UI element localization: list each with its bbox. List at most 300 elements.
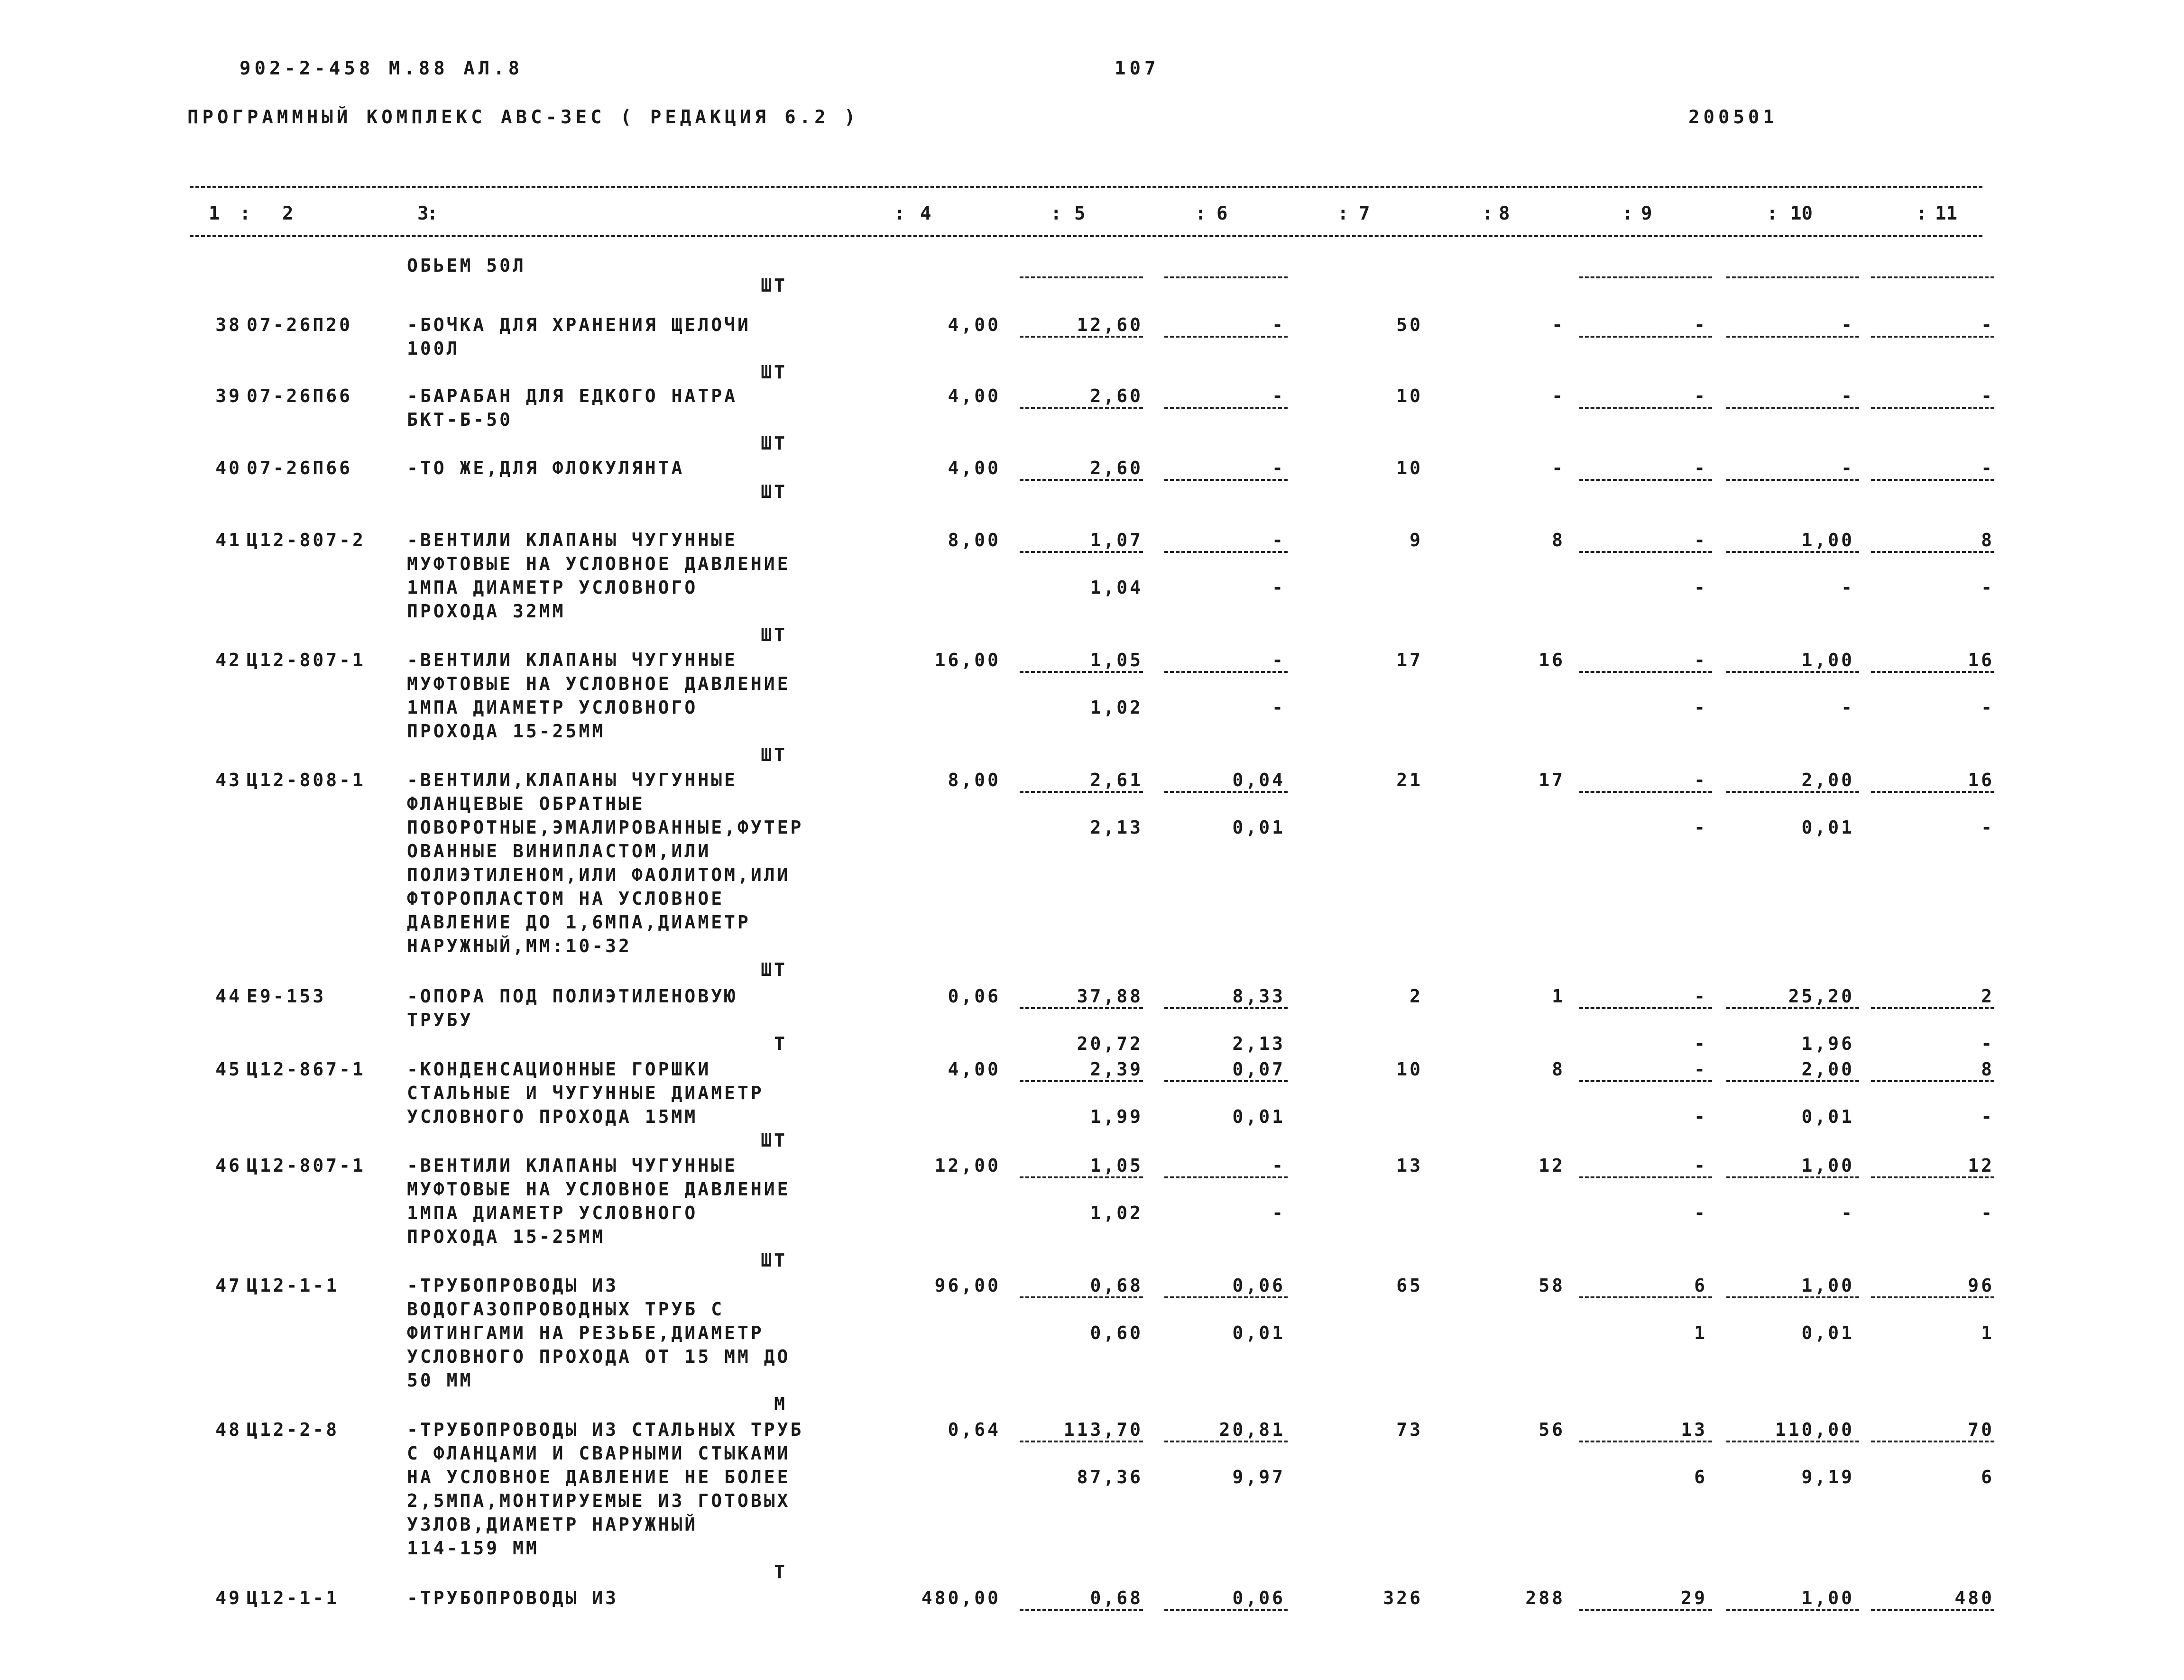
cell-c5-sub — [1034, 360, 1143, 384]
rate-code: 07-26П66 — [247, 386, 353, 406]
cell-c10-main: 1,00 — [1801, 1155, 1854, 1176]
cell-divider — [1726, 791, 1859, 793]
cell-c8: 12 — [1539, 1155, 1565, 1176]
cell-c7: 65 — [1396, 1275, 1423, 1296]
description-line: -ТО ЖЕ,ДЛЯ ФЛОКУЛЯНТА — [407, 458, 685, 478]
cell-divider — [1020, 1176, 1143, 1178]
row-number: 45 — [215, 1059, 242, 1080]
column-separator: : — [1767, 203, 1778, 224]
document-code: 902-2-458 М.88 АЛ.8 — [240, 58, 524, 79]
column-number-9: 9 — [1641, 203, 1652, 224]
cell-divider — [1579, 1441, 1712, 1442]
cell-c4: 8,00 — [948, 770, 1001, 790]
cell-divider — [1726, 1441, 1859, 1442]
cell-c8: 16 — [1539, 650, 1565, 670]
cell-c6-main: 20,81 — [1219, 1419, 1285, 1440]
cell-c9-main: 13 — [1681, 1419, 1707, 1440]
cell-c5-main: 1,05 — [1090, 650, 1143, 670]
cell-c9-sub: - — [1694, 1106, 1707, 1127]
description-line: -ВЕНТИЛИ КЛАПАНЫ ЧУГУННЫЕ — [407, 650, 737, 670]
row-number: 41 — [215, 530, 242, 551]
cell-c5-main: 2,39 — [1090, 1059, 1143, 1080]
cell-c6-main: 8,33 — [1232, 986, 1285, 1007]
description-line: ДАВЛЕНИЕ ДО 1,6МПА,ДИАМЕТР — [407, 912, 751, 933]
row-number: 43 — [215, 770, 242, 790]
cell-c8: - — [1552, 458, 1565, 478]
cell-c6-main: 0,07 — [1232, 1059, 1285, 1080]
cell-c11-main: 8 — [1981, 1059, 1994, 1080]
cell-c5-main: 37,88 — [1077, 986, 1143, 1007]
description-line: 114-159 ММ — [407, 1538, 539, 1559]
description-line: 100Л — [407, 338, 460, 359]
cell-divider — [1020, 551, 1143, 553]
cell-divider — [1871, 1080, 1994, 1082]
cell-c10-sub — [1726, 360, 1854, 384]
cell-c6-main: 0,04 — [1232, 770, 1285, 790]
cell-divider — [1871, 336, 1994, 338]
cell-c6-sub — [1176, 431, 1285, 455]
cell-divider — [1020, 407, 1143, 409]
row-number: 38 — [215, 314, 242, 335]
cell-divider — [1164, 1441, 1288, 1442]
description-line: УЗЛОВ,ДИАМЕТР НАРУЖНЫЙ — [407, 1514, 698, 1535]
cell-c5-sub: 20,72 — [1077, 1033, 1143, 1054]
cell-c11-main: 8 — [1981, 530, 1994, 551]
unit-label: М — [774, 1394, 787, 1414]
cell-c6-sub: 0,01 — [1232, 817, 1285, 838]
cell-divider — [1164, 1296, 1288, 1298]
cell-c7: 17 — [1396, 650, 1423, 670]
cell-c10-sub — [1726, 1634, 1854, 1657]
description-line: ОВАННЫЕ ВИНИПЛАСТОМ,ИЛИ — [407, 841, 711, 862]
cell-c6-main: - — [1272, 1155, 1285, 1176]
cell-divider — [1726, 551, 1859, 553]
cell-divider — [1726, 1080, 1859, 1082]
cell-c11-main — [1866, 254, 1994, 277]
description-line: МУФТОВЫЕ НА УСЛОВНОЕ ДАВЛЕНИЕ — [407, 1179, 791, 1200]
description-line: -КОНДЕНСАЦИОННЫЕ ГОРШКИ — [407, 1059, 711, 1080]
cell-c5-main: 1,07 — [1090, 530, 1143, 551]
cell-c7: 9 — [1410, 530, 1423, 551]
cell-c11-sub — [1866, 504, 1994, 527]
description-line: 50 ММ — [407, 1370, 473, 1391]
cell-divider — [1726, 407, 1859, 409]
cell-divider — [1579, 1609, 1712, 1611]
cell-c7: 2 — [1410, 986, 1423, 1007]
unit-label: ШТ — [761, 362, 787, 383]
cell-c9-main: - — [1694, 314, 1707, 335]
row-number: 42 — [215, 650, 242, 670]
cell-c5-main: 2,60 — [1090, 386, 1143, 406]
cell-divider — [1579, 671, 1712, 673]
cell-c11-sub: - — [1981, 697, 1994, 718]
description-line: -ВЕНТИЛИ КЛАПАНЫ ЧУГУННЫЕ — [407, 530, 737, 551]
cell-divider — [1726, 671, 1859, 673]
cell-divider — [1726, 1007, 1859, 1009]
description-line: ФИТИНГАМИ НА РЕЗЬБЕ,ДИАМЕТР — [407, 1322, 764, 1343]
cell-c11-main: 480 — [1954, 1588, 1994, 1608]
cell-c10-sub — [1726, 504, 1854, 527]
cell-c8: 1 — [1552, 986, 1565, 1007]
cell-c9-sub — [1579, 504, 1707, 527]
cell-c4: 4,00 — [948, 314, 1001, 335]
cell-c6-sub: 9,97 — [1232, 1467, 1285, 1487]
column-number-8: 8 — [1499, 203, 1510, 224]
description-line: БКТ-Б-50 — [407, 409, 513, 430]
cell-divider — [1020, 276, 1143, 278]
cell-c10-main: 2,00 — [1801, 1059, 1854, 1080]
cell-c9-main: - — [1694, 386, 1707, 406]
cell-c8 — [1451, 254, 1565, 277]
cell-c10-main: 1,00 — [1801, 1588, 1854, 1608]
cell-c7: 10 — [1396, 1059, 1423, 1080]
description-line: СТАЛЬНЫЕ И ЧУГУННЫЕ ДИАМЕТР — [407, 1083, 764, 1103]
rate-code: Ц12-1-1 — [247, 1275, 340, 1296]
cell-c7: 21 — [1396, 770, 1423, 790]
cell-divider — [1020, 1609, 1143, 1611]
cell-divider — [1726, 276, 1859, 278]
cell-c4: 4,00 — [948, 458, 1001, 478]
rate-code: Е9-153 — [247, 986, 326, 1007]
column-separator: : — [1051, 203, 1062, 224]
rate-code: Ц12-807-1 — [247, 1155, 366, 1176]
cell-divider — [1579, 1176, 1712, 1178]
cell-c6-sub: - — [1272, 1203, 1285, 1223]
cell-c8: - — [1552, 314, 1565, 335]
cell-divider — [1726, 1296, 1859, 1298]
cell-divider — [1164, 407, 1288, 409]
cell-c10-main: - — [1841, 314, 1854, 335]
cell-c11-main: - — [1981, 386, 1994, 406]
unit-label: Т — [774, 1033, 787, 1054]
cell-c5-sub: 1,04 — [1090, 577, 1143, 598]
cell-c10-main: 1,00 — [1801, 650, 1854, 670]
cell-c9-main — [1579, 254, 1707, 277]
description-line: ВОДОГАЗОПРОВОДНЫХ ТРУБ С — [407, 1299, 725, 1320]
cell-divider — [1020, 1296, 1143, 1298]
description-line: -БОЧКА ДЛЯ ХРАНЕНИЯ ЩЕЛОЧИ — [407, 314, 751, 335]
cell-divider — [1871, 1441, 1994, 1442]
cell-divider — [1726, 336, 1859, 338]
cell-c10-main — [1726, 254, 1854, 277]
cell-c9-main: 29 — [1681, 1588, 1707, 1608]
cell-c11-sub — [1866, 431, 1994, 455]
cell-c11-main: - — [1981, 314, 1994, 335]
cell-c4: 16,00 — [934, 650, 1001, 670]
cell-c11-main: 16 — [1968, 770, 1994, 790]
document-id: 200501 — [1688, 107, 1778, 128]
cell-c4: 4,00 — [948, 386, 1001, 406]
column-number-3: 3 — [417, 203, 429, 224]
cell-c10-sub: - — [1841, 1203, 1854, 1223]
unit-label: ШТ — [761, 959, 787, 980]
cell-c9-main: - — [1694, 458, 1707, 478]
cell-divider — [1871, 551, 1994, 553]
cell-c11-sub: - — [1981, 1033, 1994, 1054]
cell-c5-main: 2,61 — [1090, 770, 1143, 790]
column-number-10: 10 — [1790, 203, 1813, 224]
description-line: 2,5МПА,МОНТИРУЕМЫЕ ИЗ ГОТОВЫХ — [407, 1490, 791, 1511]
cell-c10-main: 1,00 — [1801, 1275, 1854, 1296]
unit-label: ШТ — [761, 275, 787, 296]
cell-c9-main: - — [1694, 770, 1707, 790]
row-number: 40 — [215, 458, 242, 478]
cell-c6-main: - — [1272, 386, 1285, 406]
unit-label: ШТ — [761, 481, 787, 502]
description-line: -ТРУБОПРОВОДЫ ИЗ СТАЛЬНЫХ ТРУБ — [407, 1419, 804, 1440]
column-number-4: 4 — [920, 203, 931, 224]
description-line: -ВЕНТИЛИ КЛАПАНЫ ЧУГУННЫЕ — [407, 1155, 737, 1176]
cell-c5-main — [1034, 254, 1143, 277]
cell-c8: 8 — [1552, 530, 1565, 551]
cell-c11-main: 16 — [1968, 650, 1994, 670]
cell-divider — [1579, 1080, 1712, 1082]
cell-divider — [1164, 1609, 1288, 1611]
cell-c7: 10 — [1396, 458, 1423, 478]
row-number: 47 — [215, 1275, 242, 1296]
description-line: МУФТОВЫЕ НА УСЛОВНОЕ ДАВЛЕНИЕ — [407, 553, 791, 574]
cell-c5-sub: 1,99 — [1090, 1106, 1143, 1127]
cell-c10-main: 2,00 — [1801, 770, 1854, 790]
cell-c6-sub: 2,13 — [1232, 1033, 1285, 1054]
table-top-rule — [190, 186, 1982, 188]
column-number-row — [190, 203, 1982, 227]
cell-c7 — [1309, 254, 1423, 277]
description-line: УСЛОВНОГО ПРОХОДА ОТ 15 ММ ДО — [407, 1346, 791, 1367]
cell-divider — [1871, 479, 1994, 481]
cell-divider — [1726, 479, 1859, 481]
cell-c11-sub: - — [1981, 577, 1994, 598]
rate-code — [247, 254, 389, 277]
cell-c5-sub — [1034, 431, 1143, 455]
cell-divider — [1164, 479, 1288, 481]
cell-divider — [1871, 1007, 1994, 1009]
row-number — [209, 254, 242, 277]
cell-divider — [1871, 1296, 1994, 1298]
description-line: ПОЛИЭТИЛЕНОМ,ИЛИ ФАОЛИТОМ,ИЛИ — [407, 864, 791, 885]
cell-c4: 8,00 — [948, 530, 1001, 551]
cell-divider — [1020, 336, 1143, 338]
cell-divider — [1164, 276, 1288, 278]
cell-c11-sub: - — [1981, 1203, 1994, 1223]
description-line: ОБЬЕМ 50Л — [407, 255, 526, 276]
cell-divider — [1871, 791, 1994, 793]
column-number-7: 7 — [1359, 203, 1370, 224]
description-line: -ТРУБОПРОВОДЫ ИЗ — [407, 1588, 619, 1608]
cell-c6-main: - — [1272, 530, 1285, 551]
cell-c5-sub: 1,02 — [1090, 1203, 1143, 1223]
cell-divider — [1579, 1296, 1712, 1298]
cell-c10-sub: 0,01 — [1801, 817, 1854, 838]
cell-c4: 0,06 — [948, 986, 1001, 1007]
unit-label: ШТ — [761, 624, 787, 645]
row-number: 39 — [215, 386, 242, 406]
description-line: ФЛАНЦЕВЫЕ ОБРАТНЫЕ — [407, 793, 645, 814]
description-line: НАРУЖНЫЙ,ММ:10-32 — [407, 936, 632, 956]
cell-c6-main: 0,06 — [1232, 1588, 1285, 1608]
cell-c11-sub — [1866, 360, 1994, 384]
cell-c9-sub: 1 — [1694, 1322, 1707, 1343]
description-line: УСЛОВНОГО ПРОХОДА 15ММ — [407, 1106, 698, 1127]
cell-c5-sub: 87,36 — [1077, 1467, 1143, 1487]
cell-divider — [1871, 276, 1994, 278]
cell-c10-sub: - — [1841, 697, 1854, 718]
cell-divider — [1871, 671, 1994, 673]
description-line: -ВЕНТИЛИ,КЛАПАНЫ ЧУГУННЫЕ — [407, 770, 737, 790]
cell-c7: 73 — [1396, 1419, 1423, 1440]
description-line: 1МПА ДИАМЕТР УСЛОВНОГО — [407, 577, 698, 598]
cell-c10-main: 25,20 — [1788, 986, 1854, 1007]
cell-c5-main: 113,70 — [1063, 1419, 1143, 1440]
column-number-6: 6 — [1216, 203, 1228, 224]
row-number: 46 — [215, 1155, 242, 1176]
cell-c4 — [892, 254, 1001, 277]
cell-c11-sub — [1866, 1634, 1994, 1657]
cell-c11-main: 96 — [1968, 1275, 1994, 1296]
rate-code: Ц12-867-1 — [247, 1059, 366, 1080]
cell-c5-sub: 2,13 — [1090, 817, 1143, 838]
cell-c7: 13 — [1396, 1155, 1423, 1176]
cell-c9-main: 6 — [1694, 1275, 1707, 1296]
cell-divider — [1020, 791, 1143, 793]
cell-c11-main: 12 — [1968, 1155, 1994, 1176]
description-line: НА УСЛОВНОЕ ДАВЛЕНИЕ НЕ БОЛЕЕ — [407, 1467, 791, 1487]
rate-code: Ц12-1-1 — [247, 1588, 340, 1608]
cell-c10-main: - — [1841, 386, 1854, 406]
description-line: ПРОХОДА 15-25ММ — [407, 1226, 606, 1247]
cell-divider — [1164, 1176, 1288, 1178]
cell-c5-main: 12,60 — [1077, 314, 1143, 335]
cell-divider — [1164, 336, 1288, 338]
description-line: ТРУБУ — [407, 1010, 473, 1030]
cell-c11-main: 70 — [1968, 1419, 1994, 1440]
cell-c9-sub: 6 — [1694, 1467, 1707, 1487]
cell-c4: 0,64 — [948, 1419, 1001, 1440]
description-line: ФТОРОПЛАСТОМ НА УСЛОВНОЕ — [407, 888, 725, 909]
program-title: ПРОГРАММНЫЙ КОМПЛЕКС АВС-3ЕС ( РЕДАКЦИЯ 6.2 ) — [187, 107, 859, 128]
cell-c6-main — [1176, 254, 1285, 277]
cell-c6-sub — [1176, 504, 1285, 527]
rate-code: Ц12-807-1 — [247, 650, 366, 670]
cell-divider — [1020, 479, 1143, 481]
column-separator: : — [1622, 203, 1633, 224]
rate-code: 07-26П66 — [247, 458, 353, 478]
cell-c6-sub: 0,01 — [1232, 1106, 1285, 1127]
cell-c4: 96,00 — [934, 1275, 1001, 1296]
rate-code: Ц12-2-8 — [247, 1419, 340, 1440]
description-line: -БАРАБАН ДЛЯ ЕДКОГО НАТРА — [407, 386, 737, 406]
cell-c5-sub: 0,60 — [1090, 1322, 1143, 1343]
cell-c9-main: - — [1694, 1059, 1707, 1080]
cell-divider — [1020, 1080, 1143, 1082]
unit-label: ШТ — [761, 433, 787, 454]
cell-c10-main: 110,00 — [1775, 1419, 1854, 1440]
description-line: ПРОХОДА 15-25ММ — [407, 721, 606, 742]
cell-c8: 8 — [1552, 1059, 1565, 1080]
cell-c6-sub: - — [1272, 577, 1285, 598]
description-line: С ФЛАНЦАМИ И СВАРНЫМИ СТЫКАМИ — [407, 1443, 791, 1464]
cell-divider — [1579, 336, 1712, 338]
row-number: 48 — [215, 1419, 242, 1440]
description-line: МУФТОВЫЕ НА УСЛОВНОЕ ДАВЛЕНИЕ — [407, 673, 791, 694]
cell-c9-sub: - — [1694, 697, 1707, 718]
description-line: -ОПОРА ПОД ПОЛИЭТИЛЕНОВУЮ — [407, 986, 737, 1007]
cell-c11-sub: - — [1981, 1106, 1994, 1127]
unit-label: Т — [774, 1561, 787, 1582]
cell-c9-sub — [1579, 360, 1707, 384]
unit-label: ШТ — [761, 1130, 787, 1151]
cell-divider — [1164, 551, 1288, 553]
column-separator: : — [427, 203, 438, 224]
cell-divider — [1579, 791, 1712, 793]
cell-c9-main: - — [1694, 986, 1707, 1007]
cell-c7: 326 — [1383, 1588, 1423, 1608]
cell-divider — [1020, 671, 1143, 673]
cell-divider — [1579, 407, 1712, 409]
column-number-2: 2 — [282, 203, 294, 224]
cell-c9-sub: - — [1694, 817, 1707, 838]
description-line: ПОВОРОТНЫЕ,ЭМАЛИРОВАННЫЕ,ФУТЕР — [407, 817, 804, 838]
cell-divider — [1726, 1176, 1859, 1178]
cell-divider — [1726, 1609, 1859, 1611]
cell-c5-main: 1,05 — [1090, 1155, 1143, 1176]
column-number-11: 11 — [1935, 203, 1957, 224]
cell-c10-sub: 0,01 — [1801, 1322, 1854, 1343]
cell-c11-main: 2 — [1981, 986, 1994, 1007]
description-line: ПРОХОДА 32ММ — [407, 601, 566, 622]
column-separator: : — [1916, 203, 1927, 224]
cell-c9-sub — [1579, 1634, 1707, 1657]
description-line: 1МПА ДИАМЕТР УСЛОВНОГО — [407, 697, 698, 718]
cell-c9-main: - — [1694, 530, 1707, 551]
cell-c11-sub: - — [1981, 817, 1994, 838]
cell-c4: 4,00 — [948, 1059, 1001, 1080]
description-line: -ТРУБОПРОВОДЫ ИЗ — [407, 1275, 619, 1296]
cell-c10-main: 1,00 — [1801, 530, 1854, 551]
table-header-rule — [190, 235, 1982, 237]
cell-divider — [1164, 1080, 1288, 1082]
cell-c10-sub: 9,19 — [1801, 1467, 1854, 1487]
cell-c6-main: - — [1272, 458, 1285, 478]
cell-c10-sub — [1726, 431, 1854, 455]
cell-divider — [1020, 1007, 1143, 1009]
unit-label: ШТ — [761, 1250, 787, 1271]
cell-c5-sub — [1034, 504, 1143, 527]
rate-code: Ц12-807-2 — [247, 530, 366, 551]
cell-c5-main: 0,68 — [1090, 1275, 1143, 1296]
cell-c7: 10 — [1396, 386, 1423, 406]
cell-c8: 58 — [1539, 1275, 1565, 1296]
cell-divider — [1871, 407, 1994, 409]
cell-divider — [1164, 791, 1288, 793]
cell-c6-main: 0,06 — [1232, 1275, 1285, 1296]
cell-divider — [1871, 1609, 1994, 1611]
unit-label: ШТ — [761, 744, 787, 765]
cell-c9-sub — [1579, 431, 1707, 455]
cell-c8: - — [1552, 386, 1565, 406]
description-line: 1МПА ДИАМЕТР УСЛОВНОГО — [407, 1203, 698, 1223]
cell-divider — [1871, 1176, 1994, 1178]
cell-divider — [1579, 276, 1712, 278]
cell-c6-sub: 0,01 — [1232, 1322, 1285, 1343]
cell-divider — [1164, 671, 1288, 673]
cell-c6-sub — [1176, 1634, 1285, 1657]
cell-c9-sub: - — [1694, 577, 1707, 598]
column-separator: : — [894, 203, 905, 224]
column-separator: : — [240, 203, 251, 224]
cell-divider — [1579, 1007, 1712, 1009]
cell-c5-sub — [1034, 1634, 1143, 1657]
